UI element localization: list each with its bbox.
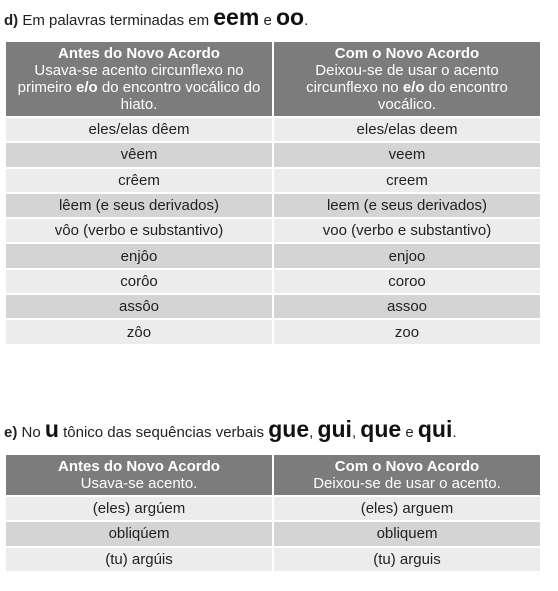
table-e-header-before [6,455,272,495]
cell-before: crêem [6,169,272,192]
table-row [6,194,540,217]
table-d-header-before-title: Antes do Novo Acordo [58,45,220,62]
table-d-header-after-keyword: e/o [402,79,425,96]
table-d-header-before-desc-1: Usava-se acento circunflexo no primeiro [17,62,244,96]
table-e-header-after-desc: Deixou-se de usar o acento. [313,475,501,492]
section-e-period: . [452,424,457,441]
section-e-text-1: No [17,424,45,441]
section-d-keyword-eem: eem [213,4,260,30]
cell-after: (tu) arguis [274,548,540,571]
table-e-header-before-title: Antes do Novo Acordo [58,458,220,475]
cell-after: leem (e seus derivados) [274,194,540,217]
cell-before: lêem (e seus derivados) [6,194,272,217]
table-d-header-before-keyword: e/o [76,79,98,96]
cell-before: obliqúem [6,522,272,545]
cell-after: creem [274,169,540,192]
table-e-header-before-desc: Usava-se acento. [80,475,198,492]
cell-after: coroo [274,270,540,293]
table-e-header-after [274,455,540,495]
section-e-keyword-gui: gui [317,416,352,442]
cell-before: eles/elas dêem [6,118,272,141]
table-row [6,497,540,520]
table-e-header-after-title: Com o Novo Acordo [334,458,480,475]
section-d-heading [4,4,308,31]
cell-before: (tu) argúis [6,548,272,571]
section-e-conjunction: e [401,424,418,441]
table-row [6,270,540,293]
section-e-text-2: tônico das sequências verbais [58,424,269,441]
section-d-conjunction: e [259,12,276,29]
section-e-keyword-u: u [44,416,59,442]
cell-after: obliquem [274,522,540,545]
section-e-label: e) [4,424,18,441]
table-row [6,244,540,267]
table-row [6,118,540,141]
section-e-heading [4,416,457,443]
table-e [4,453,542,573]
section-d-keyword-oo: oo [275,4,305,30]
section-e-separator-2: , [351,424,361,441]
table-d-header-after-desc-1: Deixou-se de usar o acento circunflexo no [306,62,499,96]
table-d-header-after [274,42,540,116]
table-d-header-row [6,42,540,116]
section-e-keyword-qui: qui [417,416,453,442]
cell-before: (eles) argúem [6,497,272,520]
cell-after: zoo [274,320,540,343]
table-row [6,295,540,318]
table-d-header-after-desc-2: do encontro vocálico. [377,79,508,113]
section-e-keyword-que: que [360,416,402,442]
section-d-text: Em palavras terminadas em [18,12,214,29]
table-row [6,169,540,192]
table-row [6,320,540,343]
cell-before: vêem [6,143,272,166]
table-row [6,219,540,242]
table-d-header-before [6,42,272,116]
table-d-header-after-title: Com o Novo Acordo [334,45,480,62]
table-row [6,522,540,545]
cell-after: assoo [274,295,540,318]
table-row [6,548,540,571]
cell-before: zôo [6,320,272,343]
cell-after: (eles) arguem [274,497,540,520]
section-e-keyword-gue: gue [268,416,310,442]
table-d [4,40,542,346]
cell-after: veem [274,143,540,166]
cell-after: enjoo [274,244,540,267]
section-e-separator-1: , [309,424,318,441]
cell-before: corôo [6,270,272,293]
cell-after: eles/elas deem [274,118,540,141]
cell-before: vôo (verbo e substantivo) [6,219,272,242]
table-d-header-before-desc-2: do encontro vocálico do hiato. [97,79,261,113]
table-e-header-row [6,455,540,495]
cell-after: voo (verbo e substantivo) [274,219,540,242]
table-row [6,143,540,166]
cell-before: enjôo [6,244,272,267]
section-d-period: . [304,12,309,29]
section-d-label: d) [4,12,19,29]
cell-before: assôo [6,295,272,318]
